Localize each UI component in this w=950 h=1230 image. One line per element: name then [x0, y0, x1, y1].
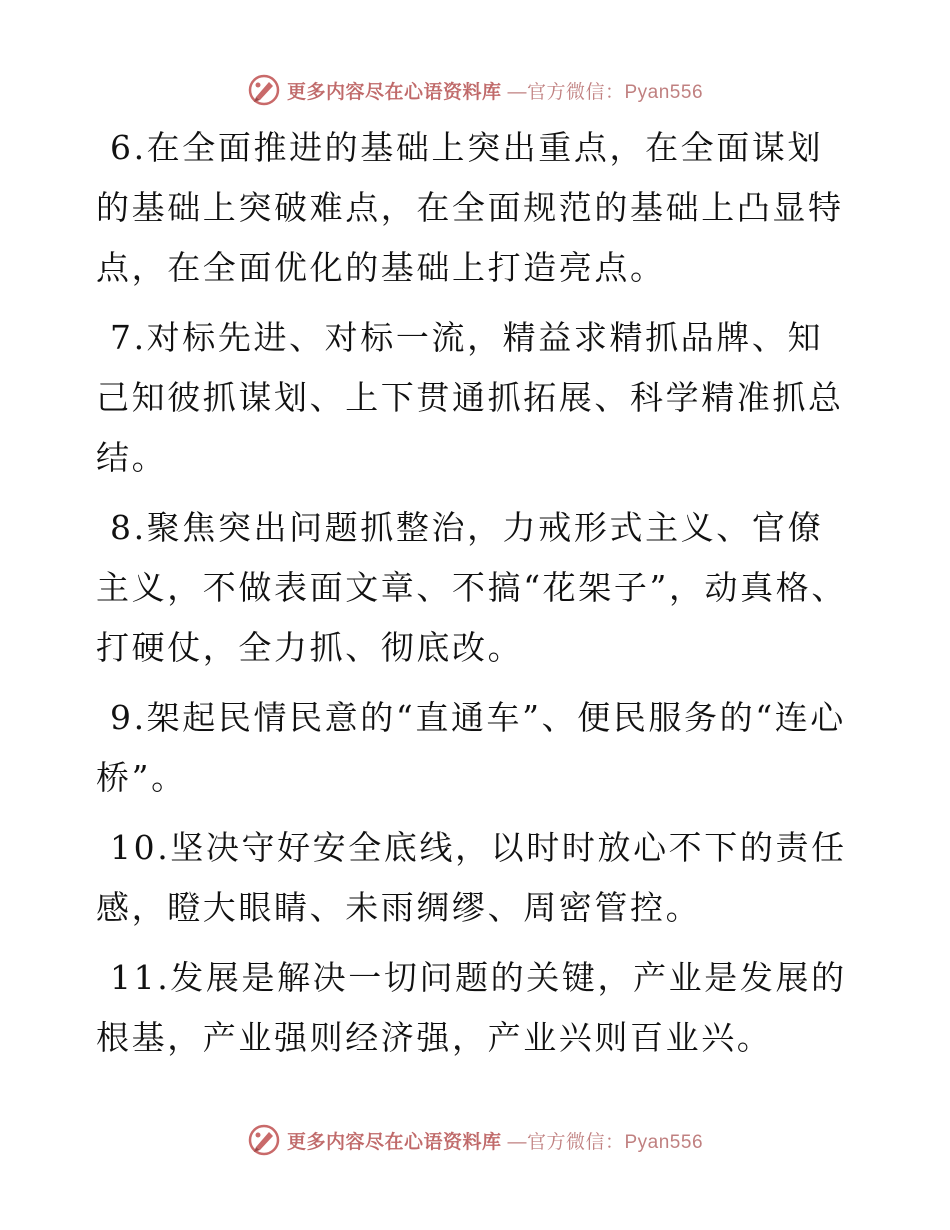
header-watermark: [0, 70, 950, 110]
document-body: [96, 118, 856, 1078]
footer-watermark-text: 更多内容尽在心语资料库: [286, 1130, 502, 1153]
footer-watermark: [0, 1120, 950, 1160]
paragraph-8: 8.聚焦突出问题抓整治，力戒形式主义、官僚主义，不做表面文章、不搞“花架子”，动真格、打硬仗，全力抓、彻底改。: [96, 508, 847, 667]
header-watermark-text: 更多内容尽在心语资料库: [286, 80, 502, 103]
paragraph-7: 7.对标先进、对标一流，精益求精抓品牌、知己知彼抓谋划、上下贯通抓拓展、科学精准抓总结。: [96, 318, 844, 477]
paragraph-9: 9.架起民情民意的“直通车”、便民服务的“连心桥”。: [96, 698, 846, 797]
pen-logo-icon: [247, 73, 281, 107]
paragraph-11: 11.发展是解决一切问题的关键，产业是发展的根基，产业强则经济强，产业兴则百业兴。: [96, 958, 847, 1057]
header-watermark-suffix: —官方微信：Pyan556: [507, 81, 704, 103]
footer-watermark-suffix: —官方微信：Pyan556: [507, 1131, 704, 1153]
pen-logo-icon: [247, 1123, 281, 1157]
paragraph-10: 10.坚决守好安全底线，以时时放心不下的责任感，瞪大眼睛、未雨绸缪、周密管控。: [96, 828, 847, 927]
paragraph-6: 6.在全面推进的基础上突出重点，在全面谋划的基础上突破难点，在全面规范的基础上凸显特点，在全面优化的基础上打造亮点。: [96, 128, 844, 287]
